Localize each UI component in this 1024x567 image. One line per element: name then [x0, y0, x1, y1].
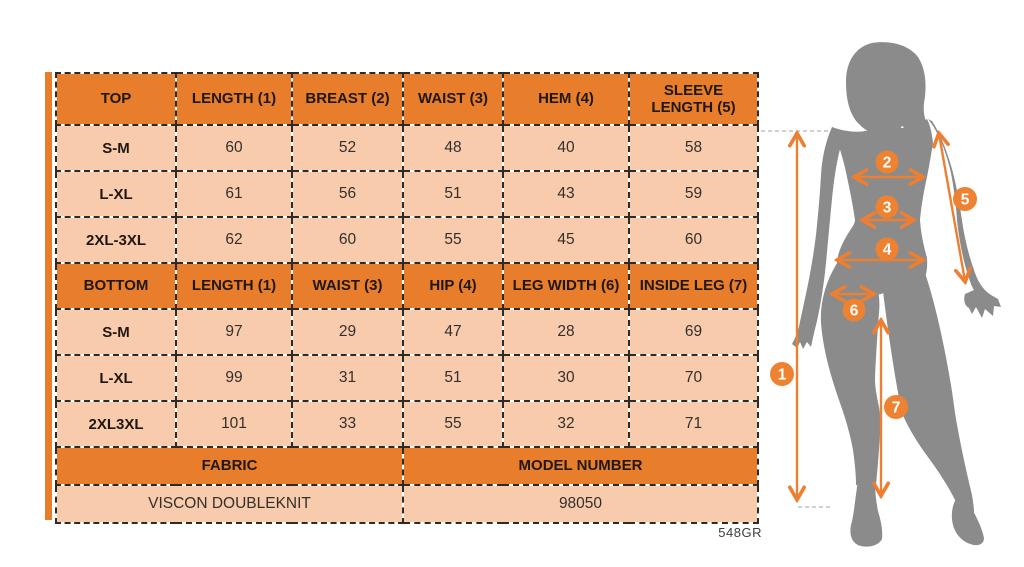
measurement-value: 33: [292, 401, 403, 447]
measurement-value: 52: [292, 125, 403, 171]
measurement-value: 58: [629, 125, 758, 171]
measurement-value: 71: [629, 401, 758, 447]
column-header: LENGTH (1): [176, 263, 292, 309]
column-header: HEM (4): [503, 73, 629, 125]
measure-marker-7: [884, 395, 908, 419]
measure-marker-6: [843, 299, 866, 322]
left-accent-bar: [45, 72, 52, 520]
measurement-value: 97: [176, 309, 292, 355]
column-header: SLEEVE LENGTH (5): [629, 73, 758, 125]
marker-number: 5: [960, 191, 970, 209]
measurement-value: 55: [403, 401, 503, 447]
measurement-value: 43: [503, 171, 629, 217]
measurement-value: 99: [176, 355, 292, 401]
bottom-header-row: [56, 263, 758, 309]
column-header: LEG WIDTH (6): [503, 263, 629, 309]
marker-number: 7: [891, 399, 901, 417]
style-code-label: 548GR: [718, 525, 762, 540]
column-header: TOP: [56, 73, 176, 125]
footer-value-row: [56, 485, 758, 523]
measurement-value: 60: [292, 217, 403, 263]
measurement-value: 29: [292, 309, 403, 355]
size-row: [56, 125, 758, 171]
measurement-value: 40: [503, 125, 629, 171]
model-number-header: MODEL NUMBER: [403, 447, 758, 485]
measurement-value: 59: [629, 171, 758, 217]
size-row: [56, 171, 758, 217]
column-header: INSIDE LEG (7): [629, 263, 758, 309]
measurement-value: 69: [629, 309, 758, 355]
measurement-value: 47: [403, 309, 503, 355]
measure-marker-3: [876, 196, 899, 219]
measurement-value: 101: [176, 401, 292, 447]
column-header: BREAST (2): [292, 73, 403, 125]
female-silhouette: [792, 42, 1001, 546]
marker-number: 6: [849, 302, 859, 320]
size-chart-table: [55, 72, 759, 524]
size-label: L-XL: [56, 355, 176, 401]
measurement-value: 32: [503, 401, 629, 447]
size-label: 2XL3XL: [56, 401, 176, 447]
column-header: BOTTOM: [56, 263, 176, 309]
measure-marker-1: [770, 362, 794, 386]
fabric-value: VISCON DOUBLEKNIT: [56, 485, 403, 523]
top-header-row: [56, 73, 758, 125]
size-label: S-M: [56, 309, 176, 355]
silhouette-right-leg: [883, 273, 974, 515]
column-header: LENGTH (1): [176, 73, 292, 125]
silhouette-left-foot: [850, 481, 882, 547]
size-row: [56, 309, 758, 355]
marker-number: 4: [882, 241, 892, 259]
size-label: L-XL: [56, 171, 176, 217]
measurement-value: 48: [403, 125, 503, 171]
silhouette-head: [846, 42, 931, 135]
model-number-value: 98050: [403, 485, 758, 523]
measurement-value: 60: [176, 125, 292, 171]
measurement-value: 51: [403, 355, 503, 401]
column-header: WAIST (3): [403, 73, 503, 125]
measurement-value: 56: [292, 171, 403, 217]
size-label: 2XL-3XL: [56, 217, 176, 263]
measurement-value: 61: [176, 171, 292, 217]
measurement-value: 45: [503, 217, 629, 263]
measurement-figure: [755, 15, 1024, 567]
measurement-value: 62: [176, 217, 292, 263]
silhouette-left-leg: [821, 263, 881, 485]
fabric-header: FABRIC: [56, 447, 403, 485]
measure-marker-4: [876, 238, 899, 261]
marker-number: 1: [777, 366, 787, 384]
marker-number: 2: [882, 154, 892, 172]
footer-header-row: [56, 447, 758, 485]
measure-marker-5: [953, 187, 977, 211]
size-row: [56, 401, 758, 447]
size-chart-body: [56, 73, 758, 523]
measurement-value: 51: [403, 171, 503, 217]
measurement-value: 60: [629, 217, 758, 263]
measurement-value: 31: [292, 355, 403, 401]
measure-marker-2: [876, 151, 899, 174]
size-row: [56, 355, 758, 401]
measurement-value: 55: [403, 217, 503, 263]
column-header: HIP (4): [403, 263, 503, 309]
marker-number: 3: [882, 199, 892, 217]
measurement-value: 28: [503, 309, 629, 355]
measurement-value: 30: [503, 355, 629, 401]
column-header: WAIST (3): [292, 263, 403, 309]
size-row: [56, 217, 758, 263]
measurement-value: 70: [629, 355, 758, 401]
silhouette-right-arm: [928, 119, 1001, 318]
size-label: S-M: [56, 125, 176, 171]
